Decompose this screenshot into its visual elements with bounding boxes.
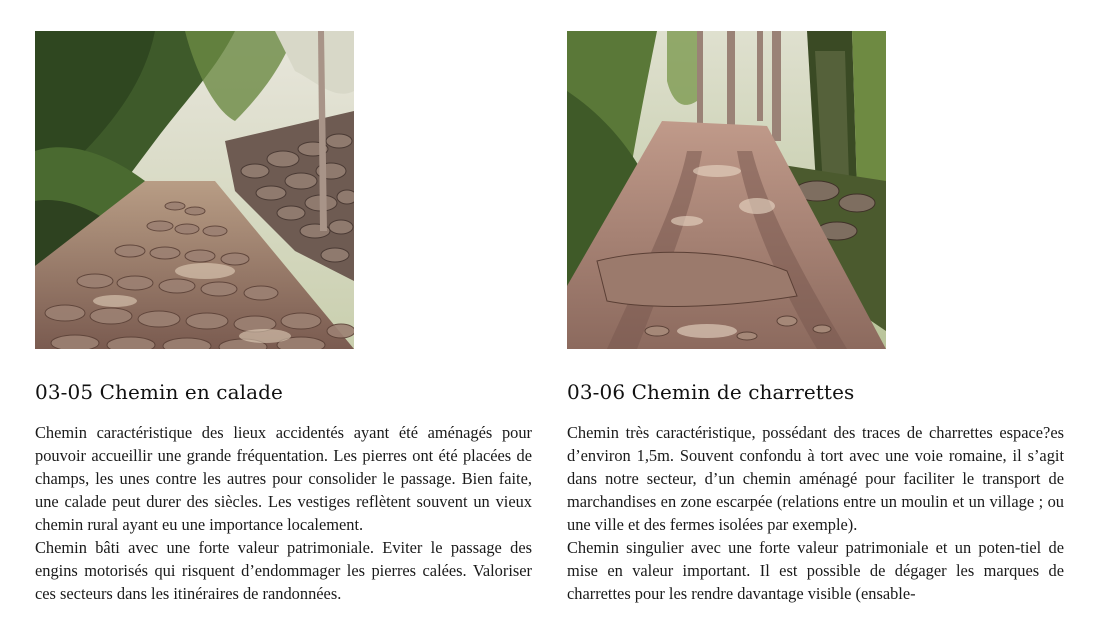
section-title: 03-05 Chemin en calade [35, 380, 283, 404]
cart-track-path-illustration [567, 31, 886, 349]
cobblestone-path-illustration [35, 31, 354, 349]
section-chemin-en-calade [35, 0, 532, 630]
section-title: 03-06 Chemin de charrettes [567, 380, 855, 404]
recommendation-paragraph: Chemin singulier avec une forte valeur patrimoniale et un poten-tiel de mise en valeur important. Il est possible de dégager les marques de charrettes pour les rendre davantage visible (ensable- [567, 538, 1064, 603]
section-chemin-de-charrettes [567, 0, 1064, 630]
section-description [35, 421, 532, 605]
cart-track-path-photo [567, 31, 886, 349]
cobblestone-path-photo [35, 31, 354, 349]
section-description [567, 421, 1064, 605]
description-paragraph: Chemin très caractéristique, possédant des traces de charrettes espace?es d’environ 1,5m. Souvent confondu à tort avec une voie romaine, il s’agit dans notre secteur, d’un chemin aménagé pour faciliter le transport de marchandises en zone escarpée (relations entre un moulin et un village ; ou une ville et des fermes isolées par exemple). [567, 423, 1064, 534]
description-paragraph: Chemin caractéristique des lieux accidentés ayant été aménagés pour pouvoir accueillir une grande fréquentation. Les pierres ont été placées de champs, les unes contre les autres pour consolider le passage. Bien faite, une calade peut durer des siècles. Les vestiges reflètent souvent un vieux chemin rural ayant eu une importance localement. [35, 423, 532, 534]
recommendation-paragraph: Chemin bâti avec une forte valeur patrimoniale. Eviter le passage des engins motorisés qui risquent d’endommager les pierres calées. Valoriser ces secteurs dans les itinéraires de randonnées. [35, 538, 532, 603]
